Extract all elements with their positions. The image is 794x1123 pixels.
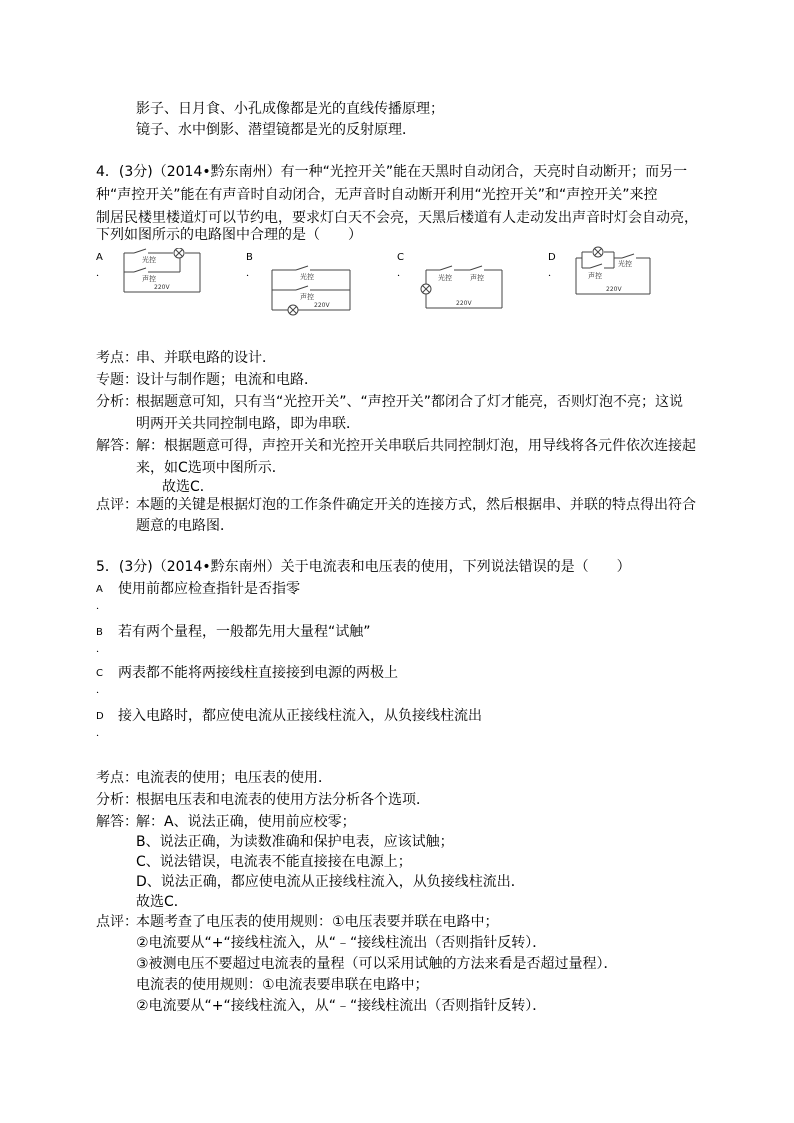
q5-option-b-dot: ． — [96, 644, 106, 655]
q5-jieda-line-1: 解：A、说法正确，使用前应校零； — [136, 814, 356, 830]
q5-option-d-dot: ． — [96, 728, 106, 739]
circuit-d-label-sound: 声控 — [588, 272, 602, 280]
circuit-diagram-a — [118, 248, 206, 298]
q5-dianping-line-3: ③被测电压不要超过电流表的量程（可以采用试触的方法来看是否超过量程）． — [136, 956, 618, 972]
q5-fenxi-text: 根据电压表和电流表的使用方法分析各个选项． — [136, 792, 430, 808]
q5-dianping-line-5: ②电流要从“+“接线柱流入，从“﹣“接线柱流出（否则指针反转）． — [136, 998, 547, 1014]
q4-jieda-line-1: 解：根据题意可得，声控开关和光控开关串联后共同控制灯泡，用导线将各元件依次连接起 — [136, 438, 696, 454]
q4-jieda-label: 解答： — [96, 438, 138, 454]
q4-stem-line-3: 制居民楼里楼道灯可以节约电，要求灯白天不会亮，天黑后楼道有人走动发出声音时灯会自动亮， — [96, 210, 698, 226]
lamp-icon — [421, 284, 431, 294]
q4-zhuanti-label: 专题： — [96, 372, 138, 388]
q4-kaodian-text: 串、并联电路的设计． — [136, 350, 276, 366]
q4-option-c-dot: ． — [397, 268, 407, 279]
circuit-d-voltage: 220V — [606, 286, 622, 293]
q5-option-b-letter: B — [96, 627, 103, 638]
q4-option-c-letter: C — [397, 252, 404, 263]
q5-option-a-letter: A — [96, 584, 103, 595]
circuit-a-label-sound: 声控 — [142, 275, 156, 283]
q4-zhuanti-text: 设计与制作题；电流和电路． — [136, 372, 318, 388]
circuit-c-label-light: 光控 — [438, 274, 452, 282]
circuit-d-label-light: 光控 — [618, 260, 632, 268]
prev-line-1: 影子、日月食、小孔成像都是光的直线传播原理； — [136, 101, 444, 117]
q4-jieda-line-2: 来，如C选项中图所示． — [136, 460, 286, 476]
circuit-c-label-sound: 声控 — [470, 274, 484, 282]
lamp-icon — [593, 247, 603, 257]
q4-kaodian-label: 考点： — [96, 350, 138, 366]
q5-option-a-text: 使用前都应检查指针是否指零 — [118, 581, 300, 597]
q5-jieda-line-5: 故选C． — [136, 894, 188, 910]
q5-option-c-letter: C — [96, 668, 103, 679]
q5-jieda-line-3: C、说法错误，电流表不能直接接在电源上； — [136, 854, 412, 870]
q5-dianping-line-4: 电流表的使用规则：①电流表要串联在电路中； — [136, 977, 429, 993]
q4-dianping-label: 点评： — [96, 497, 138, 513]
prev-line-2: 镜子、水中倒影、潜望镜都是光的反射原理． — [136, 122, 416, 138]
lamp-icon — [174, 248, 184, 258]
q4-option-d-dot: ． — [548, 268, 558, 279]
q4-stem-line-2: 种“声控开关”能在有声音时自动闭合，无声音时自动断开利用“光控开关”和“声控开关”来控 — [96, 187, 658, 203]
q5-jieda-label: 解答： — [96, 814, 138, 830]
q4-option-a-dot: ． — [96, 268, 106, 279]
q5-stem: 5．(3分)（2014•黔东南州）关于电流表和电压表的使用，下列说法错误的是（ ） — [96, 559, 631, 575]
q5-option-d-letter: D — [96, 711, 104, 722]
circuit-a-voltage: 220V — [154, 284, 170, 291]
q5-option-c-dot: ． — [96, 685, 106, 696]
circuit-a-label-light: 光控 — [142, 256, 156, 264]
q5-kaodian-label: 考点： — [96, 770, 138, 786]
q4-fenxi-line-1: 根据题意可知，只有当“光控开关”、“声控开关”都闭合了灯才能亮，否则灯泡不亮；这说 — [136, 394, 684, 410]
q4-stem-line-1: 4．(3分)（2014•黔东南州）有一种“光控开关”能在天黑时自动闭合，天亮时自动断开；而另一 — [96, 164, 688, 180]
circuit-b-voltage: 220V — [314, 302, 330, 309]
q5-dianping-line-2: ②电流要从“+“接线柱流入，从“﹣“接线柱流出（否则指针反转）． — [136, 935, 547, 951]
circuit-b-label-sound: 声控 — [300, 293, 314, 301]
circuit-diagram-b — [266, 260, 356, 318]
q4-dianping-line-2: 题意的电路图． — [136, 518, 234, 534]
q4-option-d-letter: D — [548, 252, 556, 263]
q5-option-a-dot: ． — [96, 601, 106, 612]
q4-option-b-letter: B — [246, 252, 253, 263]
q4-dianping-line-1: 本题的关键是根据灯泡的工作条件确定开关的连接方式，然后根据串、并联的特点得出符合 — [136, 497, 696, 513]
q5-option-c-text: 两表都不能将两接线柱直接接到电源的两极上 — [118, 665, 398, 681]
q4-fenxi-label: 分析： — [96, 394, 138, 410]
q5-kaodian-text: 电流表的使用；电压表的使用． — [136, 770, 332, 786]
circuit-b-label-light: 光控 — [300, 273, 314, 281]
q5-fenxi-label: 分析： — [96, 792, 138, 808]
circuit-c-voltage: 220V — [456, 300, 472, 307]
q4-option-a-letter: A — [96, 252, 103, 263]
lamp-icon — [288, 305, 298, 315]
q4-stem-line-4: 下列如图所示的电路图中合理的是（ ） — [96, 227, 362, 243]
q4-jieda-line-3: 故选C． — [162, 479, 214, 495]
q5-option-b-text: 若有两个量程，一般都先用大量程“试触” — [118, 624, 371, 640]
q4-fenxi-line-2: 明两开关共同控制电路，即为串联． — [136, 416, 360, 432]
q5-jieda-line-2: B、说法正确，为读数准确和保护电表，应该试触； — [136, 834, 454, 850]
q5-jieda-line-4: D、说法正确，都应使电流从正接线柱流入，从负接线柱流出． — [136, 874, 525, 890]
circuit-diagram-c — [418, 262, 508, 314]
q5-dianping-label: 点评： — [96, 914, 138, 930]
q4-option-b-dot: ． — [246, 268, 256, 279]
circuit-diagram-d — [570, 242, 656, 300]
q5-option-d-text: 接入电路时，都应使电流从正接线柱流入，从负接线柱流出 — [118, 708, 482, 724]
q5-dianping-line-1: 本题考查了电压表的使用规则：①电压表要并联在电路中； — [136, 914, 499, 930]
